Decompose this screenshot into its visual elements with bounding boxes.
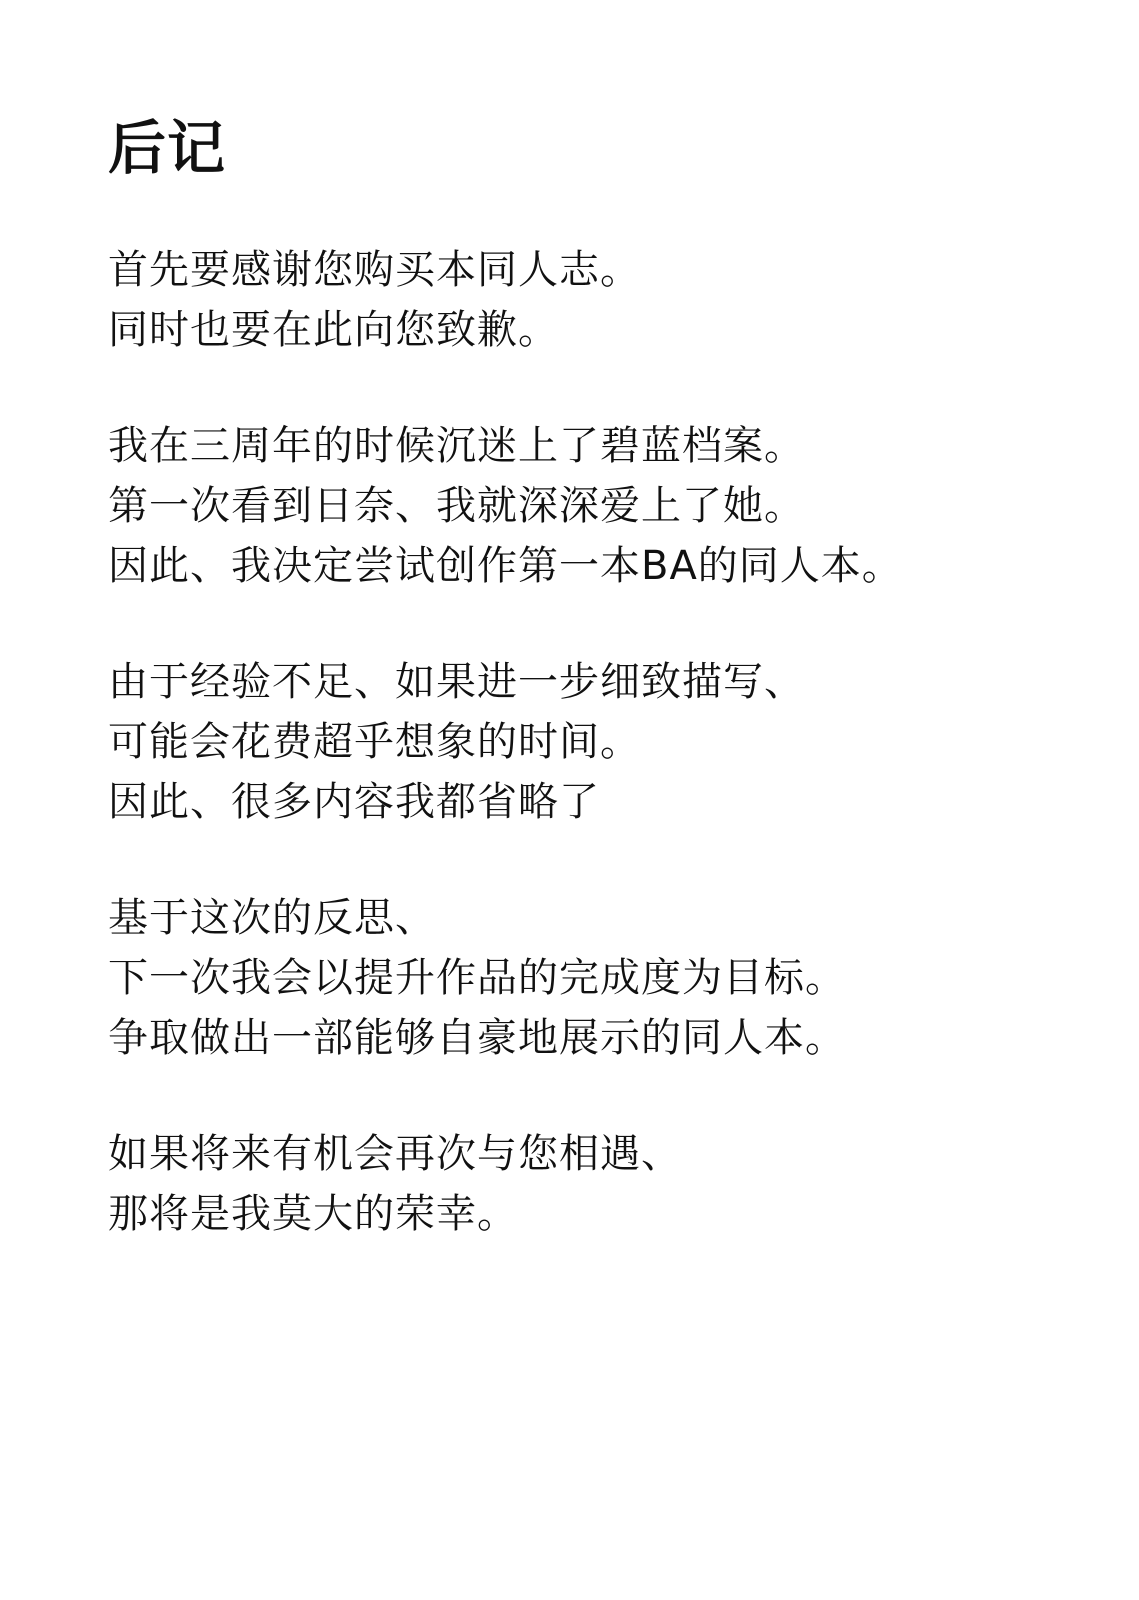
text-line: 第一次看到日奈、我就深深爱上了她。	[108, 483, 805, 529]
text-line: 如果将来有机会再次与您相遇、	[108, 1131, 682, 1177]
paragraph-reflection	[108, 888, 1108, 1068]
paragraph-story	[108, 416, 1108, 596]
text-line: 首先要感谢您购买本同人志。	[108, 247, 641, 293]
text-line: 那将是我莫大的荣幸。	[108, 1191, 518, 1237]
text-line: 因此、很多内容我都省略了	[108, 779, 600, 825]
text-line: 可能会花费超乎想象的时间。	[108, 719, 641, 765]
afterword-body	[108, 240, 1108, 1300]
text-line: 下一次我会以提升作品的完成度为目标。	[108, 955, 846, 1001]
text-line: 争取做出一部能够自豪地展示的同人本。	[108, 1015, 846, 1061]
paragraph-closing	[108, 1124, 1108, 1244]
paragraph-limitations	[108, 652, 1108, 832]
paragraph-thanks	[108, 240, 1108, 360]
text-line: 同时也要在此向您致歉。	[108, 307, 559, 353]
page-title: 后记	[108, 114, 227, 182]
text-line: 基于这次的反思、	[108, 895, 436, 941]
text-line: 因此、我决定尝试创作第一本BA的同人本。	[108, 543, 903, 589]
text-line: 由于经验不足、如果进一步细致描写、	[108, 659, 805, 705]
text-line: 我在三周年的时候沉迷上了碧蓝档案。	[108, 423, 805, 469]
